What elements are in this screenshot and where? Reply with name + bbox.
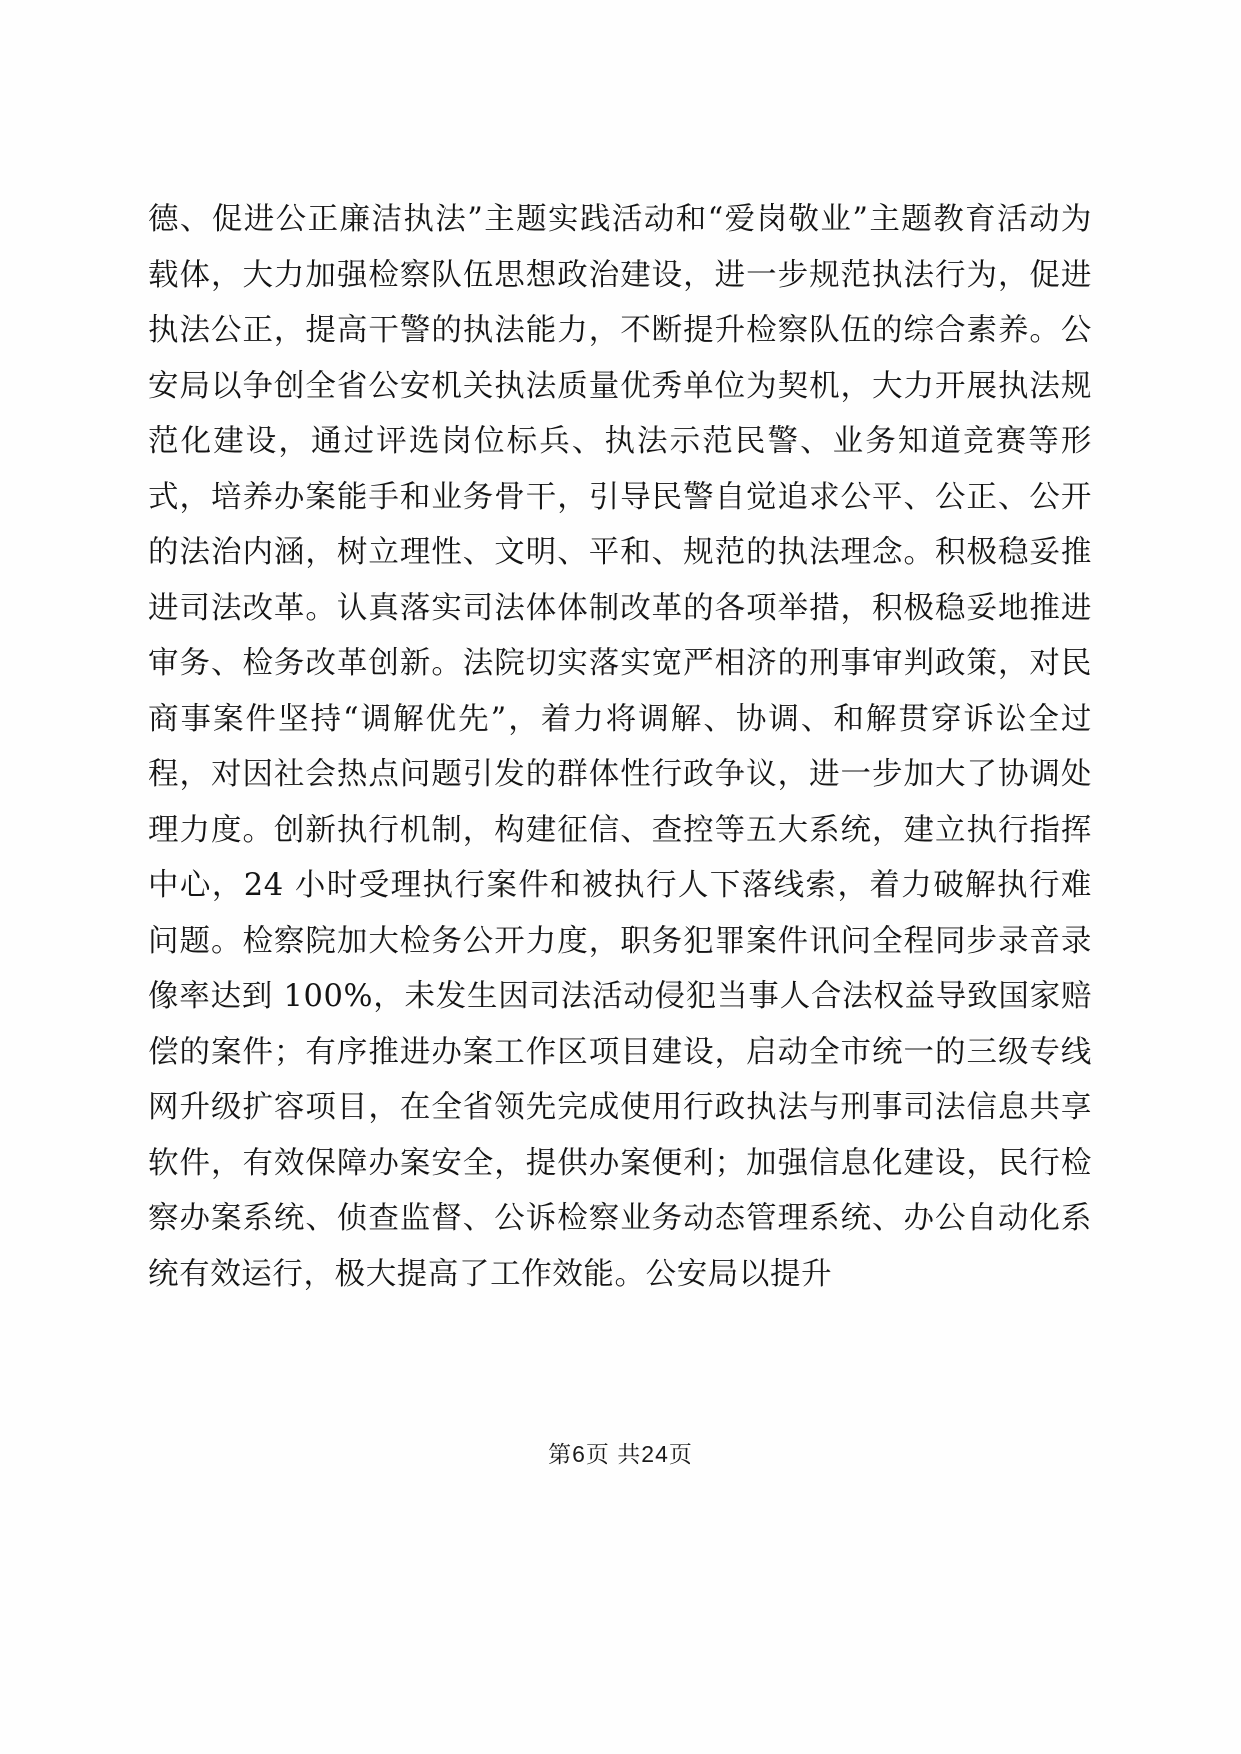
page-footer: 第6页 共24页: [548, 1441, 693, 1467]
body-paragraph: 德、促进公正廉洁执法”主题实践活动和“爱岗敬业”主题教育活动为载体，大力加强检察队伍思想政治建设，进一步规范执法行为，促进执法公正，提高干警的执法能力，不断提升检察队伍的综合素养。公安局以争创全省公安机关执法质量优秀单位为契机，大力开展执法规范化建设，通过评选岗位标兵、执法示范民警、业务知道竞赛等形式，培养办案能手和业务骨干，引导民警自觉追求公平、公正、公开的法治内涵，树立理性、文明、平和、规范的执法理念。积极稳妥推进司法改革。认真落实司法体体制改革的各项举措，积极稳妥地推进审务、检务改革创新。法院切实落实宽严相济的刑事审判政策，对民商事案件坚持“调解优先”，着力将调解、协调、和解贯穿诉讼全过程，对因社会热点问题引发的群体性行政争议，进一步加大了协调处理力度。创新执行机制，构建征信、查控等五大系统，建立执行指挥中心，24 小时受理执行案件和被执行人下落线索，着力破解执行难问题。检察院加大检务公开力度，职务犯罪案件讯问全程同步录音录像率达到 100%，未发生因司法活动侵犯当事人合法权益导致国家赔偿的案件；有序推进办案工作区项目建设，启动全市统一的三级专线网升级扩容项目，在全省领先完成使用行政执法与刑事司法信息共享软件，有效保障办案安全，提供办案便利；加强信息化建设，民行检察办案系统、侦查监督、公诉检察业务动态管理系统、办公自动化系统有效运行，极大提高了工作效能。公安局以提升: [148, 202, 1092, 1292]
